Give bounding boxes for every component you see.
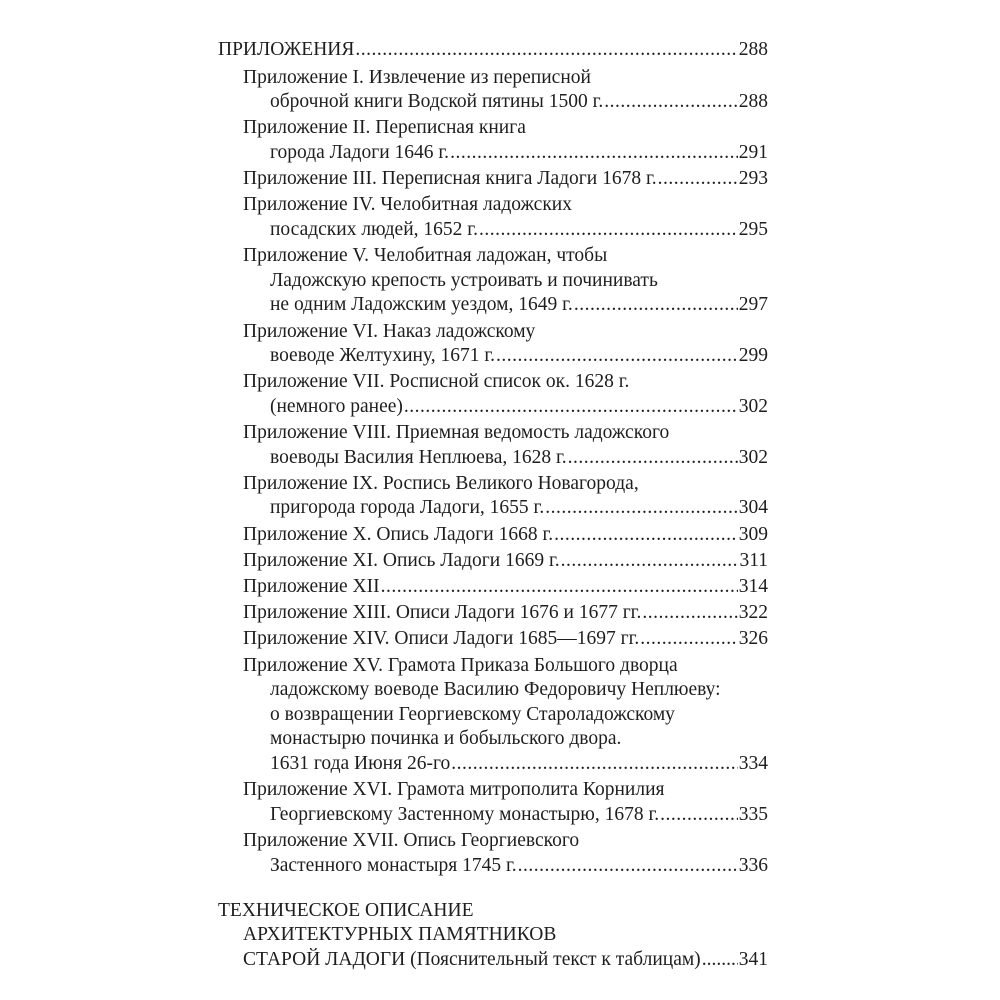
toc-line-text: Приложение V. Челобитная ладожан, чтобы xyxy=(243,245,608,267)
toc-technical-section xyxy=(218,899,768,973)
toc-line-text: ТЕХНИЧЕСКОЕ ОПИСАНИЕ xyxy=(218,899,474,921)
toc-entry xyxy=(218,370,768,419)
toc-line-text: ПРИЛОЖЕНИЯ xyxy=(218,39,355,60)
toc-line-text: Приложение VII. Росписной список ок. 1628 г. xyxy=(243,371,630,393)
toc-line-with-page xyxy=(218,803,768,828)
toc-line-text: воеводы Василия Неплюева, 1628 г. xyxy=(270,446,567,468)
toc-line xyxy=(218,829,768,854)
toc-entry xyxy=(218,549,768,574)
toc-line xyxy=(218,66,768,91)
toc-line-with-page xyxy=(218,549,768,574)
toc-line-with-page xyxy=(218,293,768,318)
toc-line-with-page xyxy=(218,496,768,521)
toc-line xyxy=(218,244,768,269)
toc-line-text: Застенного монастыря 1745 г. xyxy=(270,854,517,876)
toc-line xyxy=(218,678,768,703)
toc-entry xyxy=(218,778,768,827)
toc-entry xyxy=(218,421,768,470)
toc-entry xyxy=(218,575,768,600)
toc-entry xyxy=(218,829,768,878)
toc-line-text: Приложение IX. Роспись Великого Новагорода, xyxy=(243,472,639,494)
toc-line xyxy=(218,320,768,345)
dot-leader xyxy=(355,38,737,63)
toc-line-text: пригорода города Ладоги, 1655 г. xyxy=(270,497,545,519)
toc-line-text: Приложение XVI. Грамота митрополита Корнилия xyxy=(243,779,665,801)
dot-leader xyxy=(518,854,738,879)
dot-leader xyxy=(568,446,738,471)
dot-leader xyxy=(381,575,738,600)
dot-leader xyxy=(561,549,739,574)
toc-line xyxy=(218,703,768,728)
toc-entry xyxy=(218,523,768,548)
page-number: 335 xyxy=(738,803,768,825)
toc-line-with-page xyxy=(218,446,768,471)
page-number: 295 xyxy=(738,218,768,240)
toc-line-text: 1631 года Июня 26-го xyxy=(270,752,451,774)
toc-entry xyxy=(218,601,768,626)
toc-line xyxy=(218,472,768,497)
spacer xyxy=(218,880,768,899)
toc-section xyxy=(218,38,768,63)
dot-leader xyxy=(545,496,738,521)
toc-entry xyxy=(218,472,768,521)
dot-leader xyxy=(658,167,738,192)
toc-line-with-page xyxy=(218,395,768,420)
toc-line-text: Приложение VI. Наказ ладожскому xyxy=(243,320,536,342)
toc-line-text: Георгиевскому Застенному монастырю, 1678 г. xyxy=(270,803,660,825)
toc-line-text: Ладожскую крепость устроивать и починивать xyxy=(270,269,658,291)
toc-line-text: (немного ранее) xyxy=(270,395,403,417)
dot-leader xyxy=(640,627,737,652)
toc-line xyxy=(218,899,768,924)
toc-line-text: СТАРОЙ ЛАДОГИ (Пояснительный текст к таблицам) xyxy=(243,948,701,970)
toc-line xyxy=(218,116,768,141)
toc-line-text: Приложение II. Переписная книга xyxy=(243,117,526,139)
toc-line xyxy=(218,727,768,752)
toc-line-text: Приложение XVII. Опись Георгиевского xyxy=(243,829,580,851)
toc-entry xyxy=(218,320,768,369)
table-of-contents xyxy=(218,38,768,972)
page-number: 334 xyxy=(738,752,768,774)
toc-entry xyxy=(218,244,768,318)
toc-line xyxy=(218,654,768,679)
toc-line-text: о возвращении Георгиевскому Староладожскому xyxy=(270,703,675,725)
toc-line-with-page xyxy=(218,90,768,115)
dot-leader xyxy=(450,141,738,166)
toc-line-with-page xyxy=(218,575,768,600)
dot-leader xyxy=(404,395,738,420)
toc-entry xyxy=(218,193,768,242)
page-number: 309 xyxy=(738,523,768,545)
toc-line xyxy=(218,923,768,948)
toc-line-text: Приложение IV. Челобитная ладожских xyxy=(243,194,572,216)
toc-line-text: Приложение VIII. Приемная ведомость ладожского xyxy=(243,422,670,444)
toc-entry xyxy=(218,66,768,115)
toc-line-with-page xyxy=(218,627,768,652)
toc-line xyxy=(218,370,768,395)
toc-line-text: воеводе Желтухину, 1671 г. xyxy=(270,345,496,367)
toc-line-text: АРХИТЕКТУРНЫХ ПАМЯТНИКОВ xyxy=(243,924,557,946)
page-number: 288 xyxy=(738,39,768,60)
toc-line-text: посадских людей, 1652 г. xyxy=(270,218,478,240)
toc-line-with-page xyxy=(218,523,768,548)
toc-entry xyxy=(218,167,768,192)
dot-leader xyxy=(451,752,738,777)
dot-leader xyxy=(479,218,738,243)
toc-line-with-page xyxy=(218,141,768,166)
toc-line-text: монастырю починка и бобыльского двора. xyxy=(270,728,622,750)
toc-entry xyxy=(218,654,768,777)
toc-line-text: Приложение XIV. Описи Ладоги 1685—1697 гг. xyxy=(243,628,640,650)
toc-line-text: Приложение XII xyxy=(243,576,380,597)
dot-leader xyxy=(496,344,738,369)
page-number: 297 xyxy=(738,294,768,316)
toc-line-text: города Ладоги 1646 г. xyxy=(270,141,450,163)
toc-line-text: оброчной книги Водской пятины 1500 г. xyxy=(270,91,604,113)
toc-line xyxy=(218,269,768,294)
toc-line xyxy=(218,778,768,803)
dot-leader xyxy=(604,90,737,115)
dot-leader xyxy=(554,523,738,548)
toc-line-text: Приложение XI. Опись Ладоги 1669 г. xyxy=(243,549,560,571)
toc-entry xyxy=(218,116,768,165)
toc-line-text: Приложение XIII. Описи Ладоги 1676 и 1677 гг. xyxy=(243,602,642,624)
toc-line-with-page xyxy=(218,167,768,192)
toc-line-text: не одним Ладожским уездом, 1649 г. xyxy=(270,294,573,316)
page-number: 299 xyxy=(738,345,768,367)
toc-line-text: Приложение X. Опись Ладоги 1668 г. xyxy=(243,523,554,545)
toc-line-text: Приложение I. Извлечение из переписной xyxy=(243,66,591,88)
page-number: 304 xyxy=(738,497,768,519)
page-number: 288 xyxy=(738,91,768,113)
toc-line-with-page xyxy=(218,752,768,777)
page-number: 336 xyxy=(738,854,768,876)
page-number: 314 xyxy=(738,576,768,597)
page-number: 341 xyxy=(738,948,768,970)
dot-leader xyxy=(660,803,738,828)
toc-line-text: ладожскому воеводе Василию Федоровичу Неплюеву: xyxy=(270,679,721,701)
page-number: 311 xyxy=(739,549,768,571)
page-number: 326 xyxy=(738,628,768,650)
toc-line-with-page xyxy=(218,38,768,63)
toc-line-with-page xyxy=(218,218,768,243)
dot-leader xyxy=(702,948,738,973)
page-number: 302 xyxy=(738,446,768,468)
toc-line xyxy=(218,421,768,446)
toc-line-with-page xyxy=(218,948,768,973)
toc-line-text: Приложение III. Переписная книга Ладоги 1678 г. xyxy=(243,168,657,190)
toc-entry xyxy=(218,627,768,652)
toc-line-text: Приложение XV. Грамота Приказа Большого дворца xyxy=(243,654,678,676)
page-number: 293 xyxy=(738,168,768,190)
toc-line-with-page xyxy=(218,854,768,879)
page-number: 302 xyxy=(738,395,768,417)
page-number: 322 xyxy=(738,602,768,624)
toc-line xyxy=(218,193,768,218)
dot-leader xyxy=(642,601,737,626)
toc-line-with-page xyxy=(218,344,768,369)
dot-leader xyxy=(574,293,738,318)
toc-line-with-page xyxy=(218,601,768,626)
page-number: 291 xyxy=(738,141,768,163)
